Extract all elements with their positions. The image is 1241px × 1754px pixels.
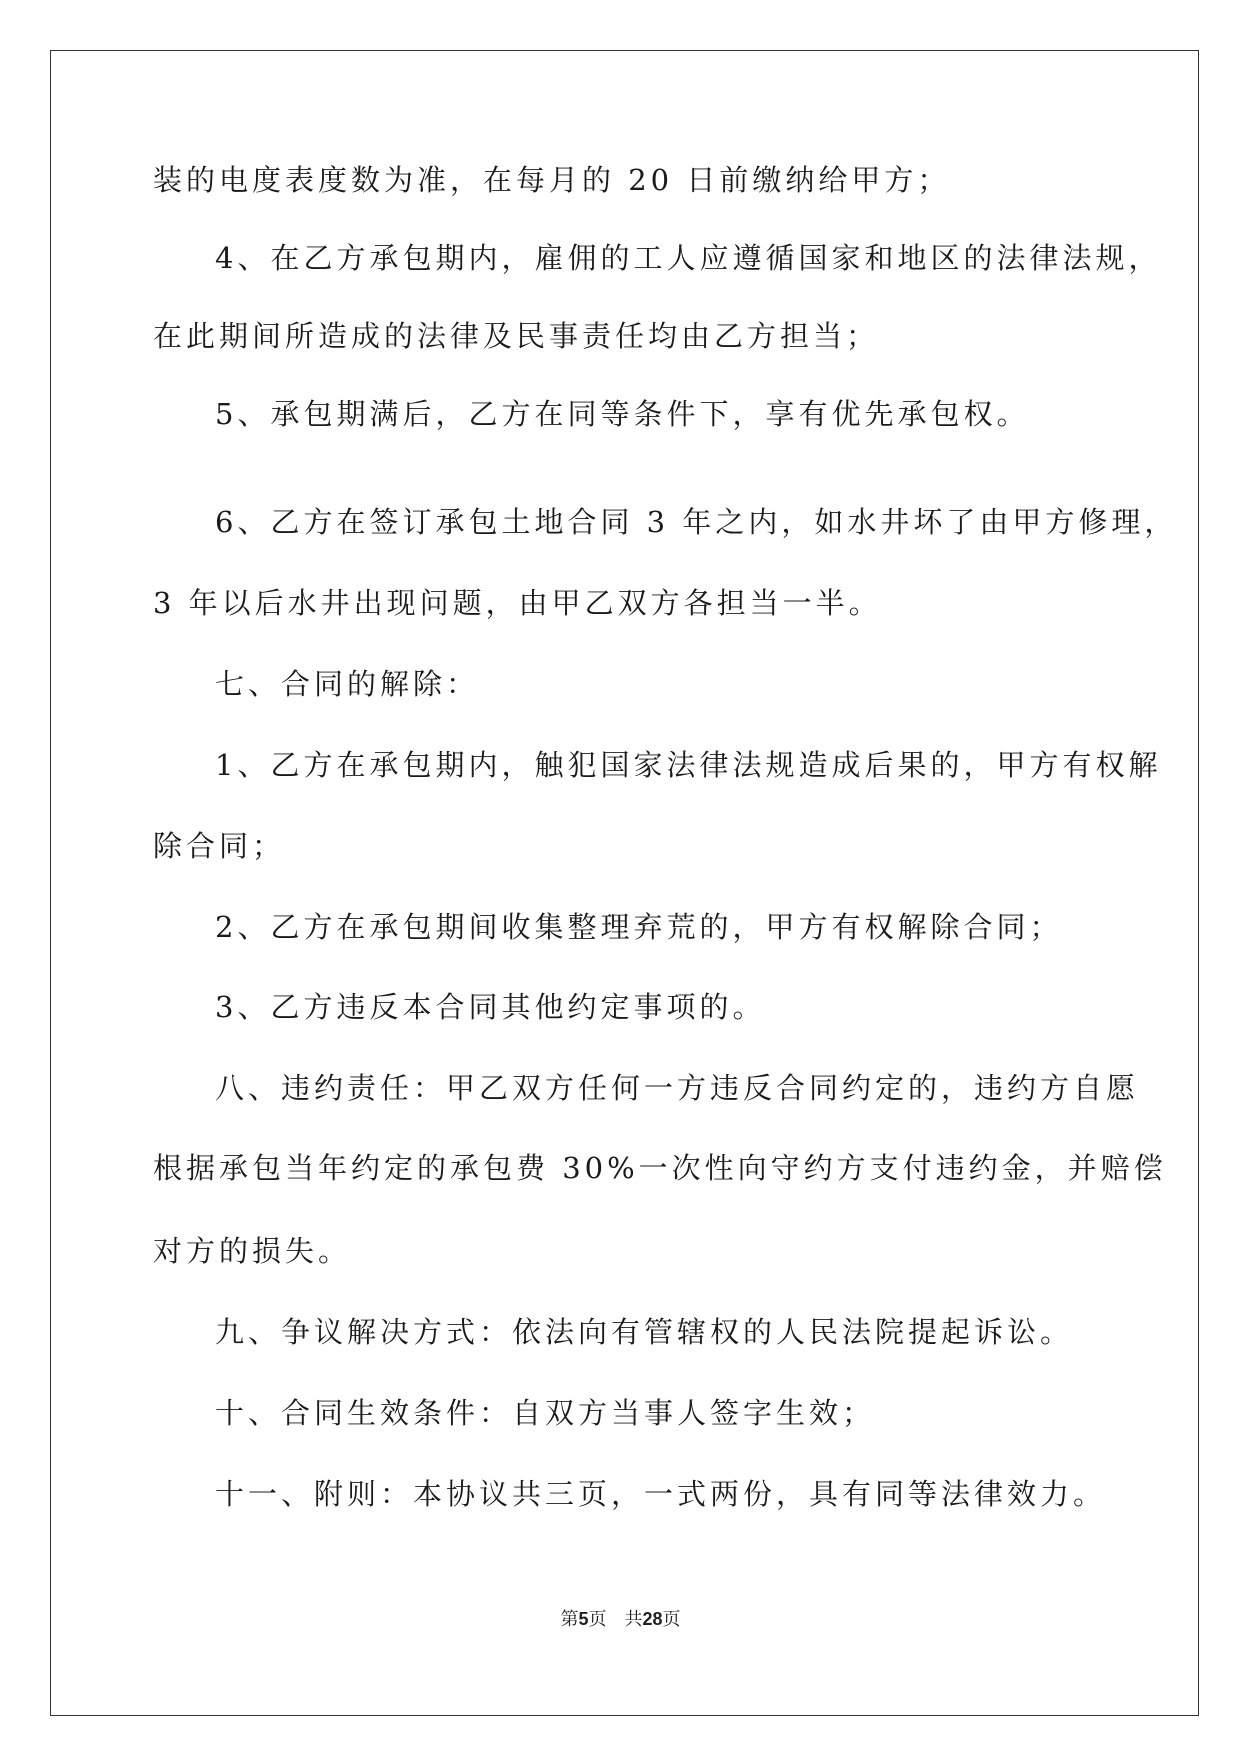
- paragraph-line-3: 在此期间所造成的法律及民事责任均由乙方担当；: [153, 319, 880, 353]
- paragraph-line-12: 八、违约责任：甲乙双方任何一方违反合同约定的，违约方自愿: [215, 1071, 1140, 1105]
- footer-page-prefix: 第: [560, 1609, 579, 1629]
- paragraph-line-16: 十、合同生效条件：自双方当事人签字生效；: [215, 1396, 876, 1430]
- paragraph-line-6: 3 年以后水井出现问题，由甲乙双方各担当一半。: [153, 586, 882, 620]
- paragraph-line-5: 6、乙方在签订承包土地合同 3 年之内，如水井坏了由甲方修理，: [215, 505, 1178, 539]
- paragraph-line-1: 装的电度表度数为准，在每月的 20 日前缴纳给甲方；: [153, 163, 951, 197]
- page-border: [50, 50, 1199, 1716]
- footer-total-prefix: 共: [624, 1609, 643, 1629]
- paragraph-line-13: 根据承包当年约定的承包费 30%一次性向守约方支付违约金，并赔偿: [153, 1151, 1167, 1185]
- footer-page-suffix: 页: [588, 1609, 607, 1629]
- paragraph-line-14: 对方的损失。: [153, 1234, 352, 1268]
- paragraph-line-8: 1、乙方在承包期内，触犯国家法律法规造成后果的，甲方有权解: [215, 748, 1162, 782]
- paragraph-line-2: 4、在乙方承包期内，雇佣的工人应遵循国家和地区的法律法规，: [215, 241, 1162, 275]
- section-heading-7: 七、合同的解除：: [215, 667, 480, 701]
- page-footer: [0, 1607, 1241, 1631]
- paragraph-line-4: 5、承包期满后，乙方在同等条件下，享有优先承包权。: [215, 397, 1030, 431]
- paragraph-line-11: 3、乙方违反本合同其他约定事项的。: [215, 990, 766, 1024]
- paragraph-line-15: 九、争议解决方式：依法向有管辖权的人民法院提起诉讼。: [215, 1315, 1074, 1349]
- paragraph-line-10: 2、乙方在承包期间收集整理弃荒的，甲方有权解除合同；: [215, 910, 1063, 944]
- paragraph-line-9: 除合同；: [153, 829, 286, 863]
- paragraph-line-17: 十一、附则：本协议共三页，一式两份，具有同等法律效力。: [215, 1477, 1107, 1511]
- footer-total-suffix: 页: [662, 1609, 681, 1629]
- footer-total-pages: 28: [642, 1609, 663, 1629]
- footer-page-number: 5: [578, 1609, 589, 1629]
